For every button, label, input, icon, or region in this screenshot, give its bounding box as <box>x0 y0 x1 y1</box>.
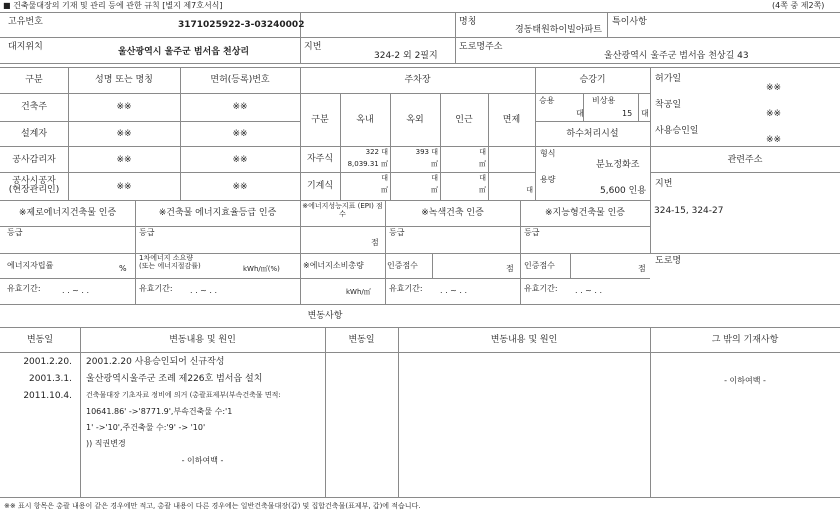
row-builder-name: ※※ <box>116 182 132 192</box>
name-label: 명칭 <box>459 17 477 27</box>
parking-mech-outdoor-area: ㎡ <box>431 186 438 194</box>
row-builder-license: ※※ <box>232 182 248 192</box>
related-lot-label: 지번 <box>655 179 673 189</box>
primary-energy-label: 1차에너지 소요량 (또는 에너지절감률) <box>139 254 201 270</box>
people-col-type: 구분 <box>25 75 43 85</box>
approval-date-value: ※※ <box>766 135 782 145</box>
parking-self-label: 자주식 <box>306 154 334 164</box>
changes-title: 변동사항 <box>307 311 343 321</box>
special-label: 특이사항 <box>612 17 647 27</box>
row-owner-license: ※※ <box>232 102 248 112</box>
row-designer-label: 설계자 <box>20 129 48 139</box>
changes-col-date: 변동일 <box>26 335 54 345</box>
valid-label-5: 유효기간: <box>524 284 558 293</box>
site-label: 대지위치 <box>8 42 43 52</box>
change-line-4: 10641.86' ->'8771.9',부속건축물 수:'1 <box>86 407 233 416</box>
change-line-1: 2001.2.20 사용승인되어 신규작성 <box>86 357 225 367</box>
road-value: 울산광역시 울주군 범서읍 천상길 43 <box>604 51 749 61</box>
change-line-6: )) 직권변경 <box>86 439 126 448</box>
page-info: (4쪽 중 제2쪽) <box>772 1 825 10</box>
parking-col-type: 구분 <box>311 115 329 125</box>
valid-dots-4: . . ~ . . <box>440 286 468 295</box>
grade-label-1: 등급 <box>7 228 23 237</box>
valid-dots-1: . . ~ . . <box>62 286 90 295</box>
change-line-5: 1' ->'10',주건축물 수:'9' -> '10' <box>86 423 206 432</box>
parking-self-nearby: 대 <box>479 148 486 156</box>
grade-label-5: 등급 <box>524 228 540 237</box>
changes-col-content: 변동내용 및 원인 <box>169 335 236 345</box>
permit-date-label: 허가일 <box>655 74 682 84</box>
elevator-emergency-value: 15 <box>622 109 633 118</box>
parking-mech-nearby: 대 <box>479 174 486 182</box>
changes-col-content-2: 변동내용 및 원인 <box>490 335 558 345</box>
lot-label: 지번 <box>304 42 322 52</box>
parking-title: 주차장 <box>404 75 431 85</box>
elevator-title: 승강기 <box>579 75 606 85</box>
change-end-marker: - 이하여백 - <box>181 456 224 465</box>
footer-note: ※※ 표시 항목은 총괄 내용이 같은 경우에만 적고, 총괄 내용이 다른 경우에는 일반건축물대장(갑) 및 집합건축물(표제부, 갑)에 적습니다. <box>4 502 421 510</box>
grade-label-2: 등급 <box>139 228 155 237</box>
parking-mech-outdoor: 대 <box>431 174 438 182</box>
elevator-passenger-unit: 대 <box>576 109 584 118</box>
form-title: ■ 건축물대장의 기재 및 관리 등에 관한 규칙 [별지 제7호서식] <box>3 1 223 10</box>
change-line-3: 건축물대장 기초자료 정비에 의거 (총괄표제부(부속건축물 면적: <box>86 391 281 399</box>
other-end-marker: - 이하여백 - <box>724 376 766 385</box>
row-builder-label: 공사시공자 (현장관리인) <box>8 176 60 196</box>
primary-energy-unit: kWh/㎡(%) <box>243 265 280 273</box>
parking-mech-label: 기계식 <box>306 181 334 191</box>
grade-label-4: 등급 <box>389 228 405 237</box>
parking-exempt-value: 대 <box>526 186 533 194</box>
valid-label-4: 유효기간: <box>389 284 423 293</box>
energy-total-unit: kWh/㎡ <box>346 288 371 296</box>
start-date-value: ※※ <box>766 109 782 119</box>
unique-no-value: 3171025922-3-03240002 <box>178 20 305 30</box>
self-rate-unit: % <box>119 264 127 273</box>
elevator-emergency: 비상용 <box>592 96 616 105</box>
changes-col-other: 그 밖의 기재사항 <box>711 335 779 345</box>
elevator-passenger: 승용 <box>539 96 555 105</box>
cert-epi: ※에너지성능지표 (EPI) 점수 <box>302 202 383 218</box>
parking-col-outdoor: 옥외 <box>406 115 424 125</box>
change-date-2: 2001.3.1. <box>29 374 72 384</box>
changes-col-date-2: 변동일 <box>348 335 375 345</box>
people-col-license: 면허(등록)번호 <box>210 75 270 85</box>
start-date-label: 착공일 <box>655 100 682 110</box>
related-road-label: 도로명 <box>655 256 682 266</box>
lot-value: 324-2 외 2필지 <box>374 51 438 61</box>
valid-dots-2: . . ~ . . <box>190 286 218 295</box>
valid-label-1: 유효기간: <box>7 284 41 293</box>
cert-green-building: ※녹색건축 인증 <box>421 208 484 218</box>
row-designer-license: ※※ <box>232 129 248 139</box>
sewage-type-label: 형식 <box>540 149 556 158</box>
row-supervisor-name: ※※ <box>116 155 132 165</box>
name-value: 경동태원하이빌아파트 <box>515 25 602 35</box>
row-owner-label: 건축주 <box>20 102 48 112</box>
related-lot-value: 324-15, 324-27 <box>654 206 724 216</box>
related-address-label: 관련주소 <box>727 155 763 165</box>
cert-energy-efficiency: ※건축물 에너지효율등급 인증 <box>158 208 277 218</box>
cert-score-label-2: 인증점수 <box>524 261 555 270</box>
row-supervisor-license: ※※ <box>232 155 248 165</box>
energy-total-label: ※에너지소비총량 <box>303 261 364 270</box>
self-rate-label: 에너지자립률 <box>7 261 54 270</box>
epi-point-unit: 점 <box>371 238 379 247</box>
parking-col-nearby: 인근 <box>455 115 473 125</box>
people-col-name: 성명 또는 명칭 <box>95 75 153 85</box>
valid-dots-5: . . ~ . . <box>575 286 603 295</box>
elevator-emergency-unit: 대 <box>641 109 649 118</box>
road-label: 도로명주소 <box>459 42 503 52</box>
change-date-3: 2011.10.4. <box>23 391 72 401</box>
row-supervisor-label: 공사감리자 <box>12 155 56 165</box>
approval-date-label: 사용승인일 <box>655 126 699 136</box>
site-value: 울산광역시 울주군 범서읍 천상리 <box>118 47 250 57</box>
parking-self-indoor: 322 대 <box>365 148 388 156</box>
row-owner-name: ※※ <box>116 102 132 112</box>
parking-mech-indoor-area: ㎡ <box>381 186 388 194</box>
unique-no-label: 고유번호 <box>8 17 43 27</box>
cert-zero-energy: ※제로에너지건축물 인증 <box>18 208 117 218</box>
parking-mech-indoor: 대 <box>381 174 388 182</box>
sewage-title: 하수처리시설 <box>566 129 619 139</box>
sewage-capacity-value: 5,600 인용 <box>600 186 647 196</box>
valid-label-2: 유효기간: <box>139 284 173 293</box>
sewage-capacity-label: 용량 <box>540 175 556 184</box>
parking-col-indoor: 옥내 <box>356 115 374 125</box>
sewage-type-value: 분뇨정화조 <box>596 160 640 170</box>
parking-self-indoor-area: 8,039.31 ㎡ <box>347 160 388 168</box>
parking-mech-nearby-area: ㎡ <box>479 186 486 194</box>
change-date-1: 2001.2.20. <box>23 357 72 367</box>
cert-score-label-1: 인증점수 <box>387 261 418 270</box>
permit-date-value: ※※ <box>766 83 782 93</box>
parking-col-exempt: 면제 <box>502 115 521 125</box>
parking-self-outdoor-area: ㎡ <box>431 160 438 168</box>
cert-score-unit-2: 점 <box>638 264 646 273</box>
row-designer-name: ※※ <box>116 129 132 139</box>
parking-self-nearby-area: ㎡ <box>479 160 486 168</box>
cert-score-unit-1: 점 <box>506 264 514 273</box>
parking-self-outdoor: 393 대 <box>415 148 438 156</box>
change-line-2: 울산광역시울주군 조례 제226호 범서읍 설치 <box>86 374 263 384</box>
cert-intelligent: ※지능형건축물 인증 <box>545 208 625 218</box>
